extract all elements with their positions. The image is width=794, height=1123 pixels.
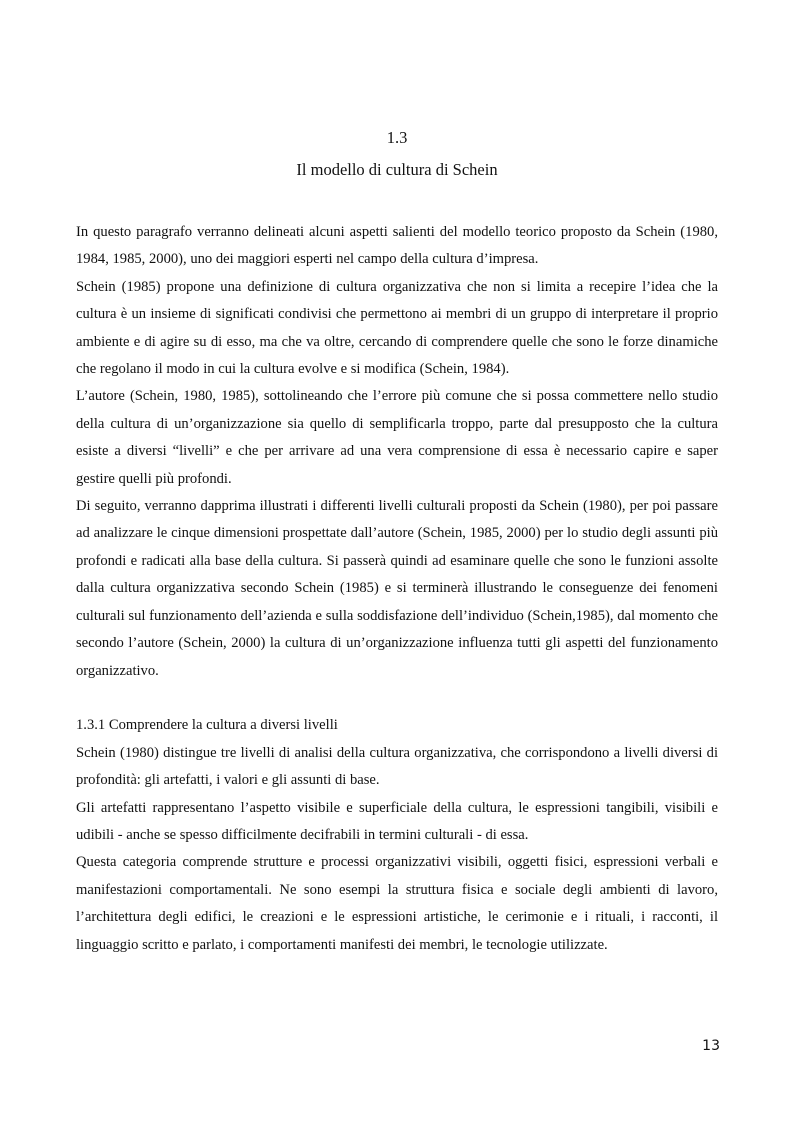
paragraph: Questa categoria comprende strutture e processi organizzativi visibili, oggetti fisici, espressioni verbali e manifestazioni comportamentali. Ne sono esempi la struttura fisica e sociale degli ambienti di lavoro, l’architettura degli edifici, le creazioni e le espressioni artistiche, le cerimonie e i rituali, i racconti, il linguaggio scritto e parlato, i comportamenti manifesti dei membri, le tecnologie utilizzate. [76,854,718,953]
section-number: 1.3 [386,128,408,147]
paragraph: Di seguito, verranno dapprima illustrati i differenti livelli culturali proposti da Schein (1980), per poi passare ad analizzare le cinque dimensioni prospettate dall’autore (Schein, 1985, 2000) per lo studio degli assunti più profondi e radicati alla base della cultura. Si passerà quindi ad esaminare quelle che sono le funzioni assolte dalla cultura organizzativa secondo Schein (1985) e si terminerà illustrando le conseguenze dei fenomeni culturali sul funzionamento dell’azienda e sulla soddisfazione dell’individuo (Schein,1985), dal momento che secondo l’autore (Schein, 2000) la cultura di un’organizzazione influenza tutti gli aspetti del funzionamento organizzativo. [76,498,718,679]
section-title: Il modello di cultura di Schein [296,160,498,179]
paragraph: Schein (1985) propone una definizione di cultura organizzativa che non si limita a recepire l’idea che la cultura è un insieme di significati condivisi che permettono ai membri di un gruppo di interpretare il proprio ambiente e di agire su di esso, ma che va oltre, cercando di comprendere quelle che sono le forze dinamiche che regolano il modo in cui la cultura evolve e si modifica (Schein, 1984). [76,278,718,378]
body-text [76,219,718,959]
paragraph: Schein (1980) distingue tre livelli di analisi della cultura organizzativa, che corrispondono a livelli diversi di profondità: gli artefatti, i valori e gli assunti di base. [76,744,718,789]
paragraph: In questo paragrafo verranno delineati alcuni aspetti salienti del modello teorico proposto da Schein (1980, 1984, 1985, 2000), uno dei maggiori esperti nel campo della cultura d’impresa. [76,224,718,268]
paragraph: L’autore (Schein, 1980, 1985), sottolineando che l’errore più comune che si possa commettere nello studio della cultura di un’organizzazione sia quello di semplificarla troppo, parte dal presupposto che la cultura esiste a diversi “livelli” e che per arrivare ad una vera comprensione di essa è necessario capire e saper gestire quelli più profondi. [76,388,718,487]
subsection-heading: 1.3.1 Comprendere la cultura a diversi livelli [76,717,338,734]
paragraph: Gli artefatti rappresentano l’aspetto visibile e superficiale della cultura, le espressioni tangibili, visibili e udibili - anche se spesso difficilmente decifrabili in termini culturali - di essa. [76,799,718,843]
page-number: 13 [702,1038,720,1054]
paragraph-spacer [76,685,718,712]
